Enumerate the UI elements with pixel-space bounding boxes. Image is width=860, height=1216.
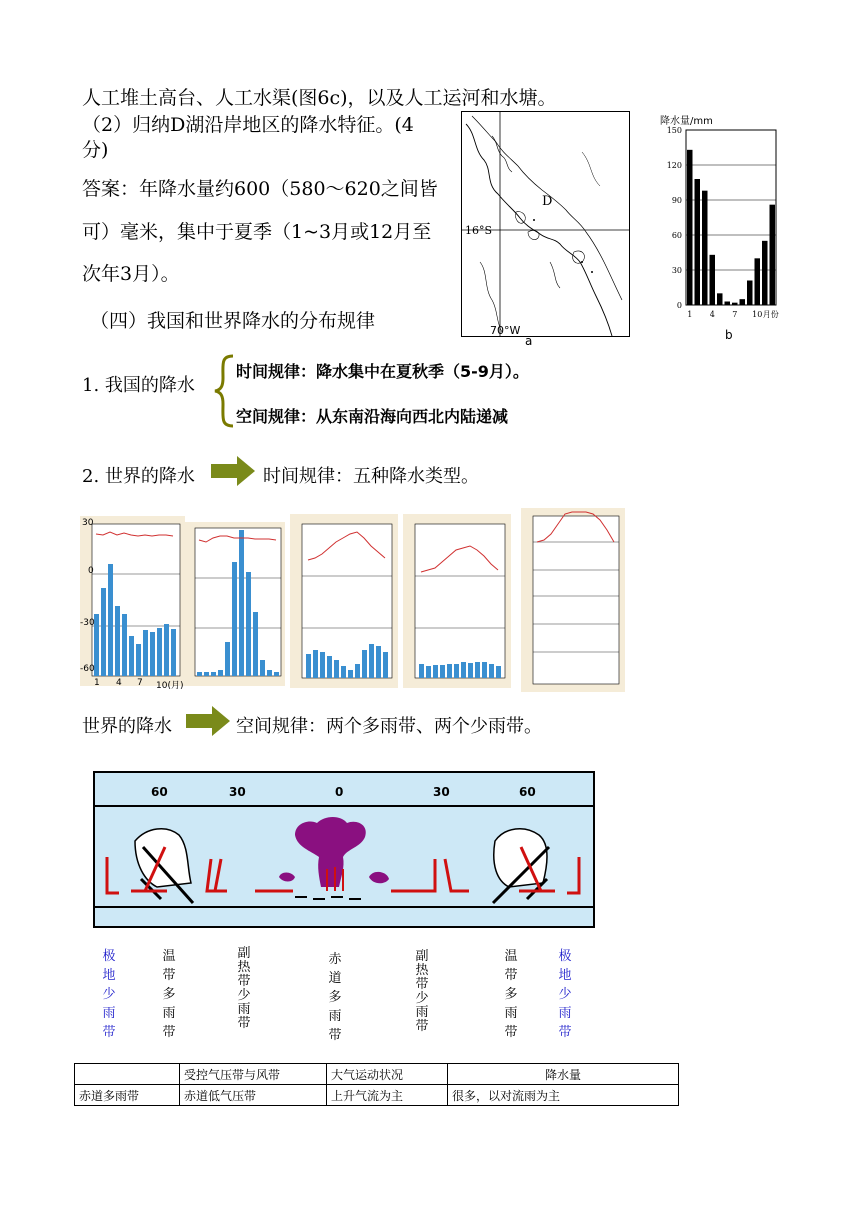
- world-precip-label-2: 世界的降水: [82, 716, 172, 737]
- table-cell: 赤道多雨带: [75, 1085, 180, 1106]
- rainfall-xtick-label: 4: [709, 310, 715, 319]
- lat-label-60n: 60: [151, 785, 168, 799]
- table-cell: 赤道低气压带: [180, 1085, 327, 1106]
- table-header-cell: 受控气压带与风带: [180, 1064, 327, 1085]
- rainfall-bar: [770, 205, 776, 305]
- rainfall-ytick-label: 150: [666, 126, 682, 135]
- precip-belt-diagram: [93, 771, 595, 928]
- latitude-label: 16°S: [465, 224, 493, 237]
- belt-label-equator: 赤 道 多 雨 带: [328, 952, 342, 1043]
- belt-label-polar-s: 极 地 少 雨 带: [558, 949, 572, 1040]
- belt-label-subtropic-s: 副 热 带 少 雨 带: [415, 949, 429, 1034]
- china-space-rule: 空间规律：从东南沿海向西北内陆递减: [236, 407, 509, 426]
- lat-label-0: 0: [335, 785, 344, 799]
- belt-label-polar-n: 极 地 少 雨 带: [102, 949, 116, 1040]
- chart1-xtick-1: 1: [94, 678, 100, 688]
- china-time-rule: 时间规律：降水集中在夏秋季（5-9月）。: [236, 362, 529, 381]
- arrow-right-icon: [209, 454, 257, 488]
- chart1-ytick-30: 30: [82, 518, 94, 528]
- lat-label-60s: 60: [519, 785, 536, 799]
- longitude-label: 70°W: [490, 324, 521, 337]
- rainfall-bar: [740, 299, 746, 305]
- belt-label-subtropic-n: 副 热 带 少 雨 带: [237, 946, 251, 1031]
- precip-belt-table: [74, 1063, 679, 1106]
- paragraph-line1: 人工堆土高台、人工水渠(图6c)，以及人工运河和水塘。: [82, 87, 557, 109]
- rainfall-bars-svg: [650, 110, 790, 345]
- table-header-cell: [75, 1064, 180, 1085]
- belt-label-temperate-n: 温 带 多 雨 带: [162, 949, 176, 1040]
- chart1-xtick-4: 4: [116, 678, 122, 688]
- rainfall-xtick-label: 7: [732, 310, 738, 319]
- world-time-rule: 时间规律：五种降水类型。: [263, 466, 479, 487]
- map-caption: a: [525, 334, 533, 348]
- rainfall-bar: [747, 281, 753, 306]
- answer-line3: 次年3月）。: [82, 263, 180, 285]
- chart1-ytick-0: 0: [88, 566, 94, 576]
- table-cell: 上升气流为主: [327, 1085, 448, 1106]
- lat-label-30n: 30: [229, 785, 246, 799]
- rainfall-xtick-label: 10: [752, 310, 763, 319]
- china-precip-label: 1. 我国的降水: [82, 375, 195, 396]
- table-row: [75, 1085, 679, 1106]
- rainfall-ytick-label: 60: [671, 231, 682, 240]
- rainfall-xtick-label: 月份: [762, 310, 779, 319]
- rainfall-caption: b: [725, 328, 733, 342]
- rainfall-bar: [717, 293, 723, 305]
- rainfall-bar: [687, 150, 693, 305]
- rainfall-bar: [762, 241, 768, 305]
- belt-label-temperate-s: 温 带 多 雨 带: [504, 949, 518, 1040]
- chart1-ytick--60: -60: [80, 664, 95, 674]
- world-precip-label-1: 2. 世界的降水: [82, 466, 195, 487]
- table-cell: 很多，以对流雨为主: [448, 1085, 679, 1106]
- rainfall-bar: [710, 255, 716, 305]
- belt-circulation-svg: [95, 807, 593, 907]
- rainfall-bar: [702, 191, 708, 305]
- answer-line1: 答案：年降水量约600（580～620之间皆: [82, 178, 438, 200]
- brace-icon: [207, 352, 237, 430]
- chart1-xtick-10: 10(月): [156, 681, 184, 691]
- answer-line2: 可）毫米，集中于夏季（1~3月或12月至: [82, 221, 432, 243]
- world-space-rule: 空间规律：两个多雨带、两个少雨带。: [236, 716, 542, 737]
- rainfall-bar: [725, 302, 731, 306]
- arrow-right-icon: [184, 704, 232, 738]
- rainfall-ytick-label: 30: [671, 266, 682, 275]
- table-header-cell: 大气运动状况: [327, 1064, 448, 1085]
- question2-line2: 分): [82, 139, 109, 161]
- map-figure: [461, 111, 630, 337]
- rainfall-bar-chart: [650, 110, 790, 345]
- chart1-ytick--30: -30: [80, 618, 95, 628]
- section-heading: （四）我国和世界降水的分布规律: [90, 310, 376, 332]
- rainfall-bar: [732, 303, 738, 305]
- question2-line1: （2）归纳D湖沿岸地区的降水特征。(4: [82, 114, 414, 136]
- table-header-row: [75, 1064, 679, 1085]
- lat-label-30s: 30: [433, 785, 450, 799]
- rainfall-ytick-label: 120: [666, 161, 682, 170]
- table-header-cell: 降水量: [448, 1064, 679, 1085]
- chart1-xtick-7: 7: [137, 678, 143, 688]
- lake-d-label: D: [542, 194, 553, 209]
- rainfall-xtick-label: 1: [687, 310, 693, 319]
- rainfall-y-label: 降水量/mm: [660, 116, 713, 127]
- rainfall-bar: [755, 258, 761, 305]
- rainfall-ytick-label: 90: [671, 196, 682, 205]
- climate-charts-row: [80, 508, 625, 692]
- rainfall-ytick-label: 0: [676, 301, 682, 310]
- rainfall-bar: [695, 179, 701, 305]
